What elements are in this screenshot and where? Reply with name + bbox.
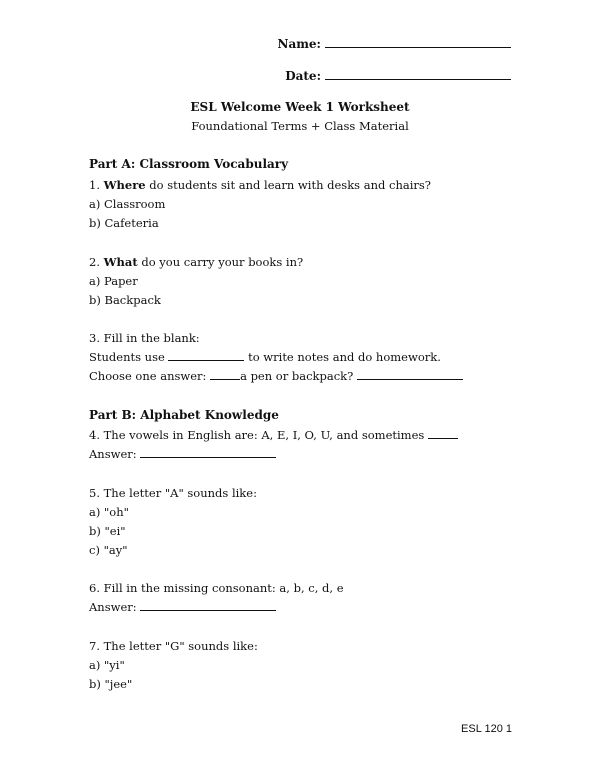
q5-option-c: c) "ay" [89,543,128,557]
q3-blank-3[interactable] [357,369,463,380]
q1-option-b: b) Cafeteria [89,216,159,230]
question-1 [89,178,431,192]
q4-text: 4. The vowels in English are: A, E, I, O, U, and sometimes [89,428,425,442]
name-field[interactable] [277,36,511,51]
q5-option-a: a) "oh" [89,505,129,519]
q2-keyword: What [103,255,138,269]
q3-blank-2[interactable] [210,369,240,380]
q2-option-b: b) Backpack [89,293,161,307]
question-3-line-1 [89,350,441,364]
q6-answer-label: Answer: [89,600,137,614]
name-label: Name: [277,37,321,51]
q1-text: do students sit and learn with desks and chairs? [149,178,431,192]
q3-line2-mid: a pen or backpack? [240,369,354,383]
q2-number: 2. [89,255,100,269]
q6-answer-blank[interactable] [140,600,276,611]
date-blank[interactable] [325,68,511,80]
q3-line1-pre: Students use [89,350,165,364]
page-footer: ESL 120 1 [461,723,512,735]
question-3-prompt: 3. Fill in the blank: [89,331,200,345]
q4-answer [89,447,276,461]
name-blank[interactable] [325,36,511,48]
q3-line1-post: to write notes and do homework. [248,350,441,364]
q1-keyword: Where [103,178,146,192]
question-4 [89,428,458,442]
question-5: 5. The letter "A" sounds like: [89,486,257,500]
q5-option-b: b) "ei" [89,524,126,538]
question-7: 7. The letter "G" sounds like: [89,639,258,653]
q7-option-b: b) "jee" [89,677,133,691]
date-label: Date: [285,69,321,83]
part-a-heading: Part A: Classroom Vocabulary [89,157,289,171]
q1-option-a: a) Classroom [89,197,166,211]
q2-option-a: a) Paper [89,274,138,288]
part-b-heading: Part B: Alphabet Knowledge [89,408,279,422]
q4-answer-blank[interactable] [140,447,276,458]
q7-option-a: a) "yi" [89,658,125,672]
q3-line2-pre: Choose one answer: [89,369,207,383]
date-field[interactable] [285,68,511,83]
q1-number: 1. [89,178,100,192]
q4-blank[interactable] [428,428,458,439]
question-6: 6. Fill in the missing consonant: a, b, c, d, e [89,581,344,595]
q4-answer-label: Answer: [89,447,137,461]
q6-answer [89,600,276,614]
question-2 [89,255,303,269]
q2-text: do you carry your books in? [141,255,304,269]
question-3-line-2 [89,369,463,383]
worksheet-title: ESL Welcome Week 1 Worksheet [190,100,410,114]
q3-blank-1[interactable] [168,350,244,361]
worksheet-subtitle: Foundational Terms + Class Material [191,119,409,133]
